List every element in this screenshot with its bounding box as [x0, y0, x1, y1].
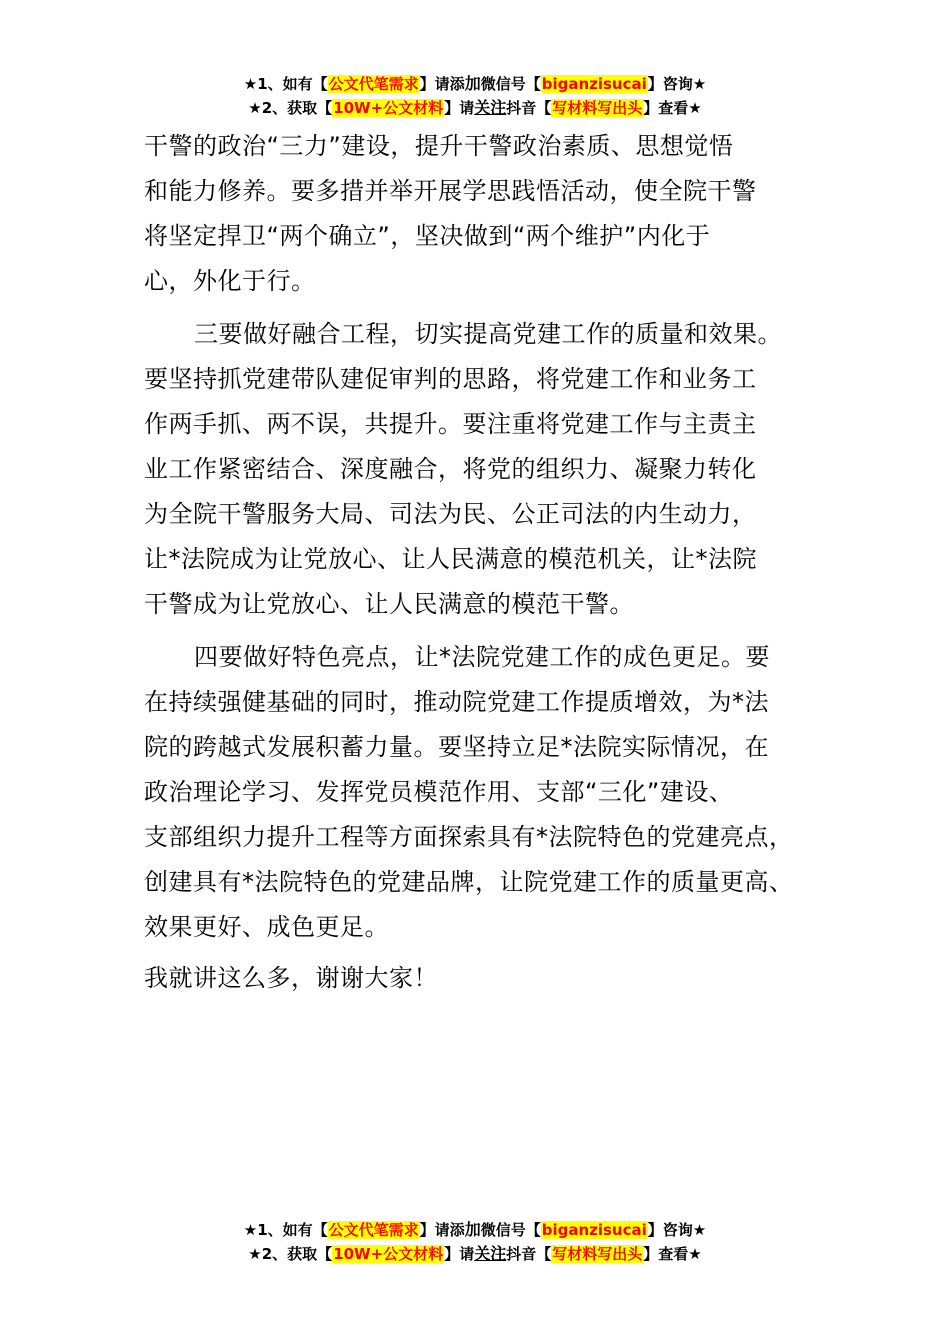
banner-text: ★2、获取【 — [248, 1245, 333, 1263]
text-line: 和能力修养。要多措并举开展学思践悟活动，使全院干警 — [144, 177, 757, 205]
highlight-service: 公文代笔需求 — [328, 75, 419, 93]
text-line: 在持续强健基础的同时，推动院党建工作提质增效，为*法 — [144, 688, 769, 716]
text-line: 我就讲这么多，谢谢大家！ — [144, 964, 438, 992]
text-line: 干警成为让党放心、让人民满意的模范干警。 — [144, 590, 634, 618]
banner-text: 】咨询★ — [647, 75, 707, 93]
highlight-service: 公文代笔需求 — [328, 1221, 419, 1239]
paragraph-continuation — [144, 124, 830, 304]
text-line: 为全院干警服务大局、司法为民、公正司法的内生动力， — [144, 500, 757, 528]
banner-text: ★2、获取【 — [248, 99, 333, 117]
highlight-materials: 10W+公文材料 — [333, 99, 444, 117]
banner-emphasis: 关注 — [474, 1244, 507, 1263]
highlight-douyin-account: 写材料写出头 — [552, 1245, 643, 1263]
banner-text: 】请添 — [419, 75, 465, 93]
text-line: 支部组织力提升工程等方面探索具有*法院特色的党建亮点， — [144, 823, 794, 851]
banner-text: 】请 — [444, 99, 475, 117]
text-line: 四要做好特色亮点，让*法院党建工作的成色更足。要 — [194, 643, 770, 671]
closing-remark — [144, 956, 830, 1001]
banner-text: ★1、如有【 — [243, 75, 328, 93]
text-line: 创建具有*法院特色的党建品牌，让院党建工作的质量更高、 — [144, 868, 794, 896]
banner-text: 】查看★ — [643, 99, 702, 117]
text-line: 让*法院成为让党放心、让人民满意的模范机关，让*法院 — [144, 545, 757, 573]
banner-text: 】查看★ — [643, 1245, 702, 1263]
banner-text: 微信号【 — [480, 1221, 541, 1239]
banner-text: 】请添 — [419, 1221, 465, 1239]
text-line: 要坚持抓党建带队建促审判的思路，将党建工作和业务工 — [144, 365, 757, 393]
highlight-wechat-id: biganzisucai — [541, 75, 647, 93]
text-line: 业工作紧密结合、深度融合，将党的组织力、凝聚力转化 — [144, 455, 757, 483]
text-line: 作两手抓、两不误，共提升。要注重将党建工作与主责主 — [144, 410, 757, 438]
text-line: 将坚定捍卫“两个确立”，坚决做到“两个维护”内化于 — [144, 222, 711, 250]
banner-line-2 — [0, 96, 950, 120]
footer-banner — [0, 1218, 950, 1266]
text-line: 政治理论学习、发挥党员模范作用、支部“三化”建设、 — [144, 778, 734, 806]
text-line: 院的跨越式发展积蓄力量。要坚持立足*法院实际情况，在 — [144, 733, 769, 761]
banner-emphasis: 加 — [464, 74, 481, 93]
banner-text: 】请 — [444, 1245, 475, 1263]
header-banner — [0, 72, 950, 120]
banner-text: 】咨询★ — [647, 1221, 707, 1239]
banner-text: 抖音【 — [506, 99, 552, 117]
text-line: 效果更好、成色更足。 — [144, 913, 389, 941]
text-line: 心，外化于行。 — [144, 267, 316, 295]
highlight-materials: 10W+公文材料 — [333, 1245, 444, 1263]
banner-text: 微信号【 — [480, 75, 541, 93]
highlight-wechat-id: biganzisucai — [541, 1221, 647, 1239]
banner-text: ★1、如有【 — [243, 1221, 328, 1239]
text-line: 干警的政治“三力”建设，提升干警政治素质、思想觉悟 — [144, 132, 734, 160]
text-line: 三要做好融合工程，切实提高党建工作的质量和效果。 — [194, 320, 782, 348]
banner-text: 抖音【 — [506, 1245, 552, 1263]
highlight-douyin-account: 写材料写出头 — [552, 99, 643, 117]
banner-line-1 — [0, 72, 950, 96]
paragraph-point-three — [144, 312, 830, 627]
banner-emphasis: 加 — [464, 1220, 481, 1239]
banner-line-1 — [0, 1218, 950, 1242]
banner-line-2 — [0, 1242, 950, 1266]
banner-emphasis: 关注 — [474, 98, 507, 117]
document-body — [144, 124, 830, 1001]
paragraph-point-four — [144, 635, 830, 950]
